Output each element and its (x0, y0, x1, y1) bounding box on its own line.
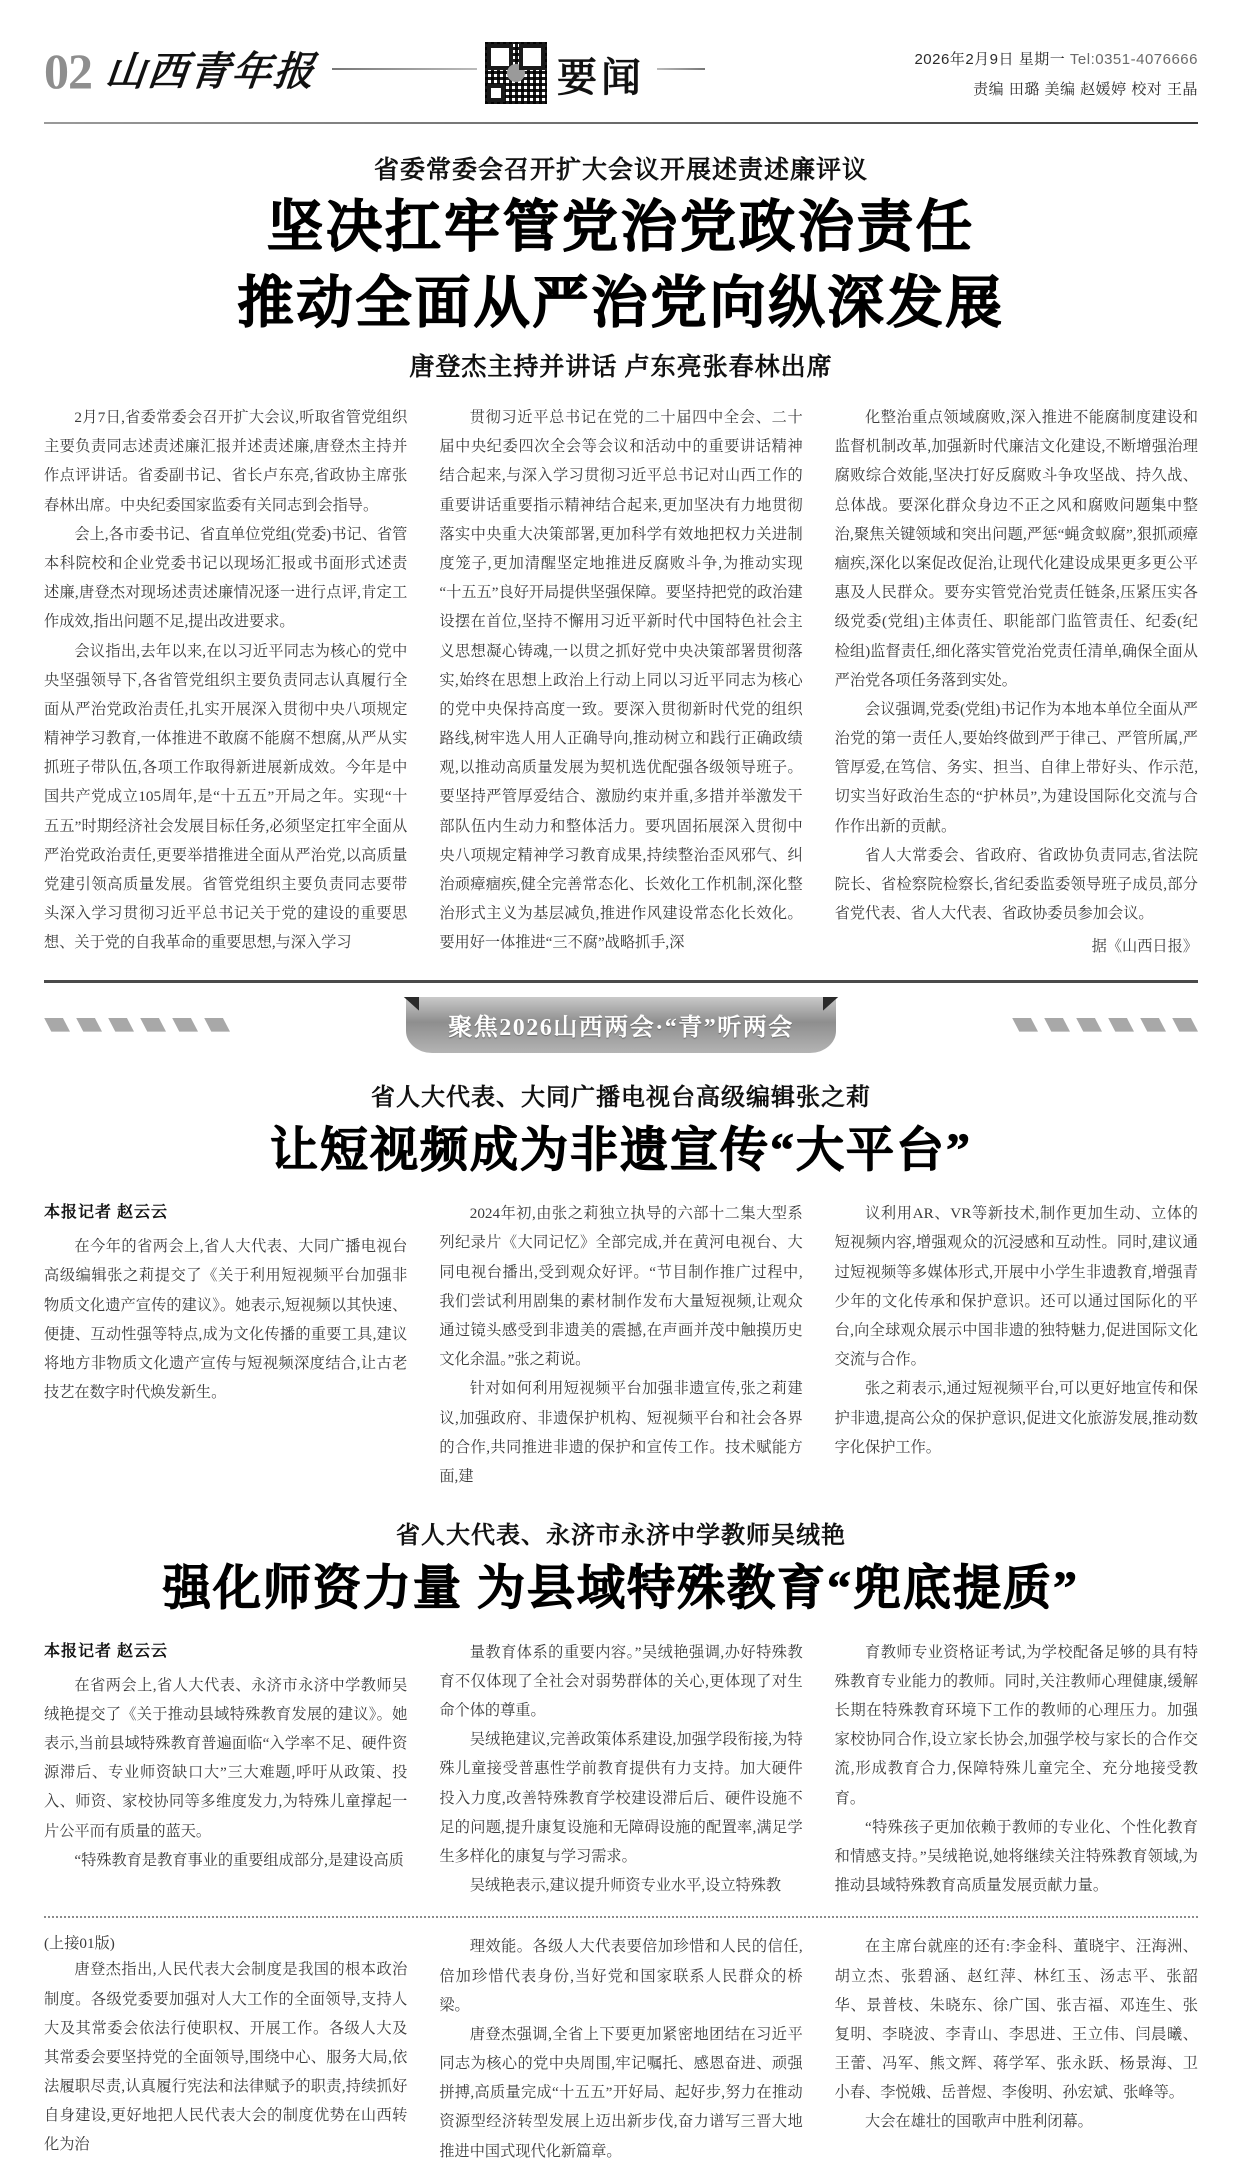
paragraph: 会议指出,去年以来,在以习近平同志为核心的党中央坚强领导下,各省管党组织主要负责同志认真履行全面从严治党政治责任,扎实开展深入贯彻中央八项规定精神学习教育,一体推进不敢腐不能腐不想腐,从严从实抓班子带队伍,各项工作取得新进展新成效。今年是中国共产党成立105周年,是“十五五”开局之年。实现“十五五”时期经济社会发展目标任务,必须坚定扛牢全面从严治党政治责任,更要举措推进全面从严治党,以高质量党建引领高质量发展。省管党组织主要负责同志要带头深入学习贯彻习近平总书记关于党的建设的重要思想、关于党的自我革命的重要思想,与深入学习 (44, 642, 408, 952)
continuation-column-3 (819, 1932, 1198, 2166)
article-3-column-1 (44, 1638, 423, 1901)
section-title: 要闻 (557, 55, 645, 100)
masthead-rule-right (657, 68, 705, 70)
article-2-headline: 让短视频成为非遗宣传“大平台” (269, 1123, 972, 1177)
article-2-reporter: 本报记者 赵云云 (44, 1204, 169, 1222)
chevron-ornament-icon-left (44, 1018, 230, 1032)
paragraph: 吴绒艳表示,建议提升师资专业水平,设立特殊教 (469, 1877, 782, 1895)
article-3-column-2 (423, 1638, 818, 1901)
paragraph: 2024年初,由张之莉独立执导的六部十二集大型系列纪录片《大同记忆》全部完成,并在黄河电视台、大同电视台播出,受到观众好评。“节目制作推广过程中,我们尝试利用剧集的素材制作发布大量短视频,让观众通过镜头感受到非遗美的震撼,在声画并茂中触摸历史文化余温。”张之莉说。 (439, 1205, 803, 1369)
paragraph: 唐登杰指出,人民代表大会制度是我国的根本政治制度。各级党委要加强对人大工作的全面领导,支持人大及其常委会依法行使职权、开展工作。各级人大及其常委会要坚持党的全面领导,围绕中心、服务大局,依法履职尽责,认真履行宪法和法律赋予的职责,持续抓好自身建设,更好地把人民代表大会的制度优势在山西转化为治 (44, 1961, 408, 2154)
paper-name: 山西青年报 (103, 49, 319, 94)
paragraph: 2月7日,省委常委会召开扩大会议,听取省管党组织主要负责同志述责述廉汇报并述责述廉,唐登杰主持并作点评讲话。省委副书记、省长卢东亮,省政协主席张春林出席。中央纪委国家监委有关同志到会指导。 (44, 409, 408, 514)
paragraph: “特殊教育是教育事业的重要组成部分,是建设高质 (74, 1851, 404, 1869)
article-3-column-3 (819, 1638, 1198, 1901)
article-3-body (44, 1638, 1198, 1901)
article-2-column-2 (423, 1199, 818, 1491)
banner-plaque (406, 997, 836, 1053)
article-3-header (44, 1491, 1198, 1618)
paragraph: 理效能。各级人大代表要倍加珍惜和人民的信任,倍加珍惜代表身份,当好党和国家联系人民群众的桥梁。 (439, 1938, 803, 2014)
paragraph: 唐登杰强调,全省上下要更加紧密地团结在习近平同志为核心的党中央周围,牢记嘱托、感恩奋进、顽强拼搏,高质量完成“十五五”开好局、起好步,努力在推动资源型经济转型发展上迈出新步伐,奋力谱写三晋大地推进中国式现代化新篇章。 (439, 2025, 803, 2160)
weekday-text: 星期一 (1018, 51, 1066, 68)
paragraph: 针对如何利用短视频平台加强非遗宣传,张之莉建议,加强政府、非遗保护机构、短视频平台和社会各界的合作,共同推进非遗的保护和宣传工作。技术赋能方面,建 (439, 1380, 803, 1485)
article-2-column-3 (819, 1199, 1198, 1491)
article-2-header (44, 1059, 1198, 1180)
masthead (44, 30, 1198, 122)
article-1-header (44, 124, 1198, 383)
article-1-headline-line1: 坚决扛牢管党治党政治责任 (267, 197, 975, 259)
article-1-column-1 (44, 403, 423, 962)
paragraph: 大会在雄壮的国歌声中胜利闭幕。 (865, 2113, 1093, 2131)
article-1-headline-line2: 推动全面从严治党向纵深发展 (237, 272, 1005, 335)
paragraph: 在省两会上,省人大代表、永济市永济中学教师吴绒艳提交了《关于推动县域特殊教育发展的建议》。她表示,当前县域特殊教育普遍面临“入学率不足、硬件资源滞后、专业师资缺口大”三大难题,呼吁从政策、投入、师资、家校协同等多维度发力,为特殊儿童撑起一片公平而有质量的蓝天。 (44, 1676, 408, 1840)
masthead-rule-left (332, 68, 477, 70)
article-1-byline: 唐登杰主持并讲话 卢东亮张春林出席 (409, 354, 833, 382)
telephone: Tel:0351-4076666 (1069, 51, 1198, 68)
masthead-meta (914, 30, 1198, 99)
article-2-column-1 (44, 1199, 423, 1491)
paragraph: 张之莉表示,通过短视频平台,可以更好地宣传和保护非遗,提高公众的保护意识,促进文化旅游发展,推动数字化保护工作。 (834, 1380, 1198, 1456)
page-number: 02 (44, 43, 92, 99)
article-3-headline: 强化师资力量 为县域特殊教育“兜底提质” (162, 1562, 1079, 1616)
article-2-body (44, 1199, 1198, 1491)
continuation-body (44, 1932, 1198, 2166)
paragraph: 在主席台就座的还有:李金科、董晓宇、汪海洲、胡立杰、张碧涵、赵红萍、林红玉、汤志平、张韶华、景普枝、朱晓东、徐广国、张吉福、邓连生、张复明、李晓波、李青山、李思进、王立伟、闫晨曦、王蕾、冯军、熊文辉、蒋学军、张永跃、杨景海、卫小春、李悦娥、岳普煜、李俊明、孙宏斌、张峰等。 (834, 1938, 1198, 2102)
bottom-divider (44, 1916, 1198, 1918)
article-1-body (44, 403, 1198, 962)
continuation-label: (上接01版) (44, 1935, 115, 1953)
article-3-reporter: 本报记者 赵云云 (44, 1642, 169, 1660)
section-banner (44, 997, 1198, 1059)
article-1-kicker: 省委常委会召开扩大会议开展述责述廉评议 (373, 157, 868, 184)
continuation-column-1 (44, 1932, 423, 2166)
paragraph: 会上,各市委书记、省直单位党组(党委)书记、省管本科院校和企业党委书记以现场汇报或书面形式述责述廉,唐登杰对现场述责述廉情况逐一进行点评,肯定工作成效,指出问题不足,提出改进要求。 (44, 525, 408, 631)
article-1-column-3 (819, 403, 1198, 962)
banner-label: 聚焦2026山西两会·“青”听两会 (448, 1015, 794, 1042)
article-1-column-2 (423, 403, 818, 962)
publication-date (914, 48, 1198, 69)
paragraph: 在今年的省两会上,省人大代表、大同广播电视台高级编辑张之莉提交了《关于利用短视频平台加强非物质文化遗产宣传的建议》。她表示,短视频以其快速、便捷、互动性强等特点,成为文化传播的重要工具,建议将地方非物质文化遗产宣传与短视频深度结合,让古老技艺在数字时代焕发新生。 (44, 1238, 408, 1402)
article-1-source: 据《山西日报》 (1091, 938, 1198, 956)
chevron-ornament-icon-right (1012, 1018, 1198, 1032)
paragraph: 化整治重点领域腐败,深入推进不能腐制度建设和监督机制改革,加强新时代廉洁文化建设,不断增强治理腐败综合效能,坚决打好反腐败斗争攻坚战、持久战、总体战。要深化群众身边不正之风和腐败问题集中整治,聚焦关键领域和突出问题,严惩“蝇贪蚁腐”,狠抓顽瘴痼疾,深化以案促改促治,让现代化建设成果更多更公平惠及人民群众。要夯实管党治党责任链条,压紧压实各级党委(党组)主体责任、职能部门监管责任、纪委(纪检组)监督责任,细化落实管党治党责任清单,确保全面从严治党各项任务落到实处。 (834, 409, 1198, 689)
paragraph: 育教师专业资格证考试,为学校配备足够的具有特殊教育专业能力的教师。同时,关注教师心理健康,缓解长期在特殊教育环境下工作的教师的心理压力。加强家校协同合作,设立家长协会,加强学校与家长的合作交流,形成教育合力,保障特殊儿童完全、充分地接受教育。 (834, 1643, 1198, 1807)
paragraph: 会议强调,党委(党组)书记作为本地本单位全面从严治党的第一责任人,要始终做到严于律己、严管所属,严管厚爱,在笃信、务实、担当、自律上带好头、作示范,切实当好政治生态的“护林员”,为建设国际化交流与合作作出新的贡献。 (834, 700, 1198, 835)
paragraph: 贯彻习近平总书记在党的二十届四中全会、二十届中央纪委四次全会等会议和活动中的重要讲话精神结合起来,与深入学习贯彻习近平总书记对山西工作的重要讲话重要指示精神结合起来,更加坚决有力地贯彻落实中央重大决策部署,更加科学有效地把权力关进制度笼子,更加清醒坚定地推进反腐败斗争,为推动实现“十五五”良好开局提供坚强保障。要坚持把党的政治建设摆在首位,坚持不懈用习近平新时代中国特色社会主义思想凝心铸魂,一以贯之抓好党中央决策部署贯彻落实,始终在思想上政治上行动上同以习近平同志为核心的党中央保持高度一致。要深入贯彻新时代党的组织路线,树牢选人用人正确导向,推动树立和践行正确政绩观,以推动高质量发展为契机选优配强各级领导班子。要坚持严管厚爱结合、激励约束并重,多措并举激发干部队伍内生动力和整体活力。要巩固拓展深入贯彻中央八项规定精神学习教育成果,持续整治歪风邪气、纠治顽瘴痼疾,健全完善常态化、长效化工作机制,深化整治形式主义为基层减负,推进作风建设常态化长效化。要用好一体推进“三不腐”战略抓手,深 (439, 409, 803, 952)
paragraph: “特殊孩子更加依赖于教师的专业化、个性化教育和情感支持。”吴绒艳说,她将继续关注特殊教育领域,为推动县域特殊教育高质量发展贡献力量。 (834, 1818, 1198, 1895)
date-text: 2026年2月9日 (914, 51, 1015, 68)
section-divider (44, 980, 1198, 983)
editor-credits: 责编 田璐 美编 赵媛婷 校对 王晶 (973, 81, 1198, 98)
continuation-column-2 (423, 1932, 818, 2166)
article-2-kicker: 省人大代表、大同广播电视台高级编辑张之莉 (371, 1084, 871, 1111)
paragraph: 量教育体系的重要内容。”吴绒艳强调,办好特殊教育不仅体现了全社会对弱势群体的关心,更体现了对生命个体的尊重。 (439, 1643, 803, 1720)
paragraph: 省人大常委会、省政府、省政协负责同志,省法院院长、省检察院检察长,省纪委监委领导班子成员,部分省党代表、省人大代表、省政协委员参加会议。 (834, 846, 1198, 923)
qr-code-icon[interactable] (485, 42, 547, 104)
paragraph: 吴绒艳建议,完善政策体系建设,加强学段衔接,为特殊儿童接受普惠性学前教育提供有力支持。加大硬件投入力度,改善特殊教育学校建设滞后后、硬件设施不足的问题,提升康复设施和无障碍设施的配置率,满足学生多样化的康复与学习需求。 (439, 1731, 803, 1865)
article-3-kicker: 省人大代表、永济市永济中学教师吴绒艳 (396, 1523, 846, 1550)
paragraph: 议利用AR、VR等新技术,制作更加生动、立体的短视频内容,增强观众的沉浸感和互动性。同时,建议通过短视频等多媒体形式,开展中小学生非遗教育,增强青少年的文化传承和保护意识。还可以通过国际化的平台,向全球观众展示中国非遗的独特魅力,促进国际文化交流与合作。 (834, 1205, 1198, 1369)
